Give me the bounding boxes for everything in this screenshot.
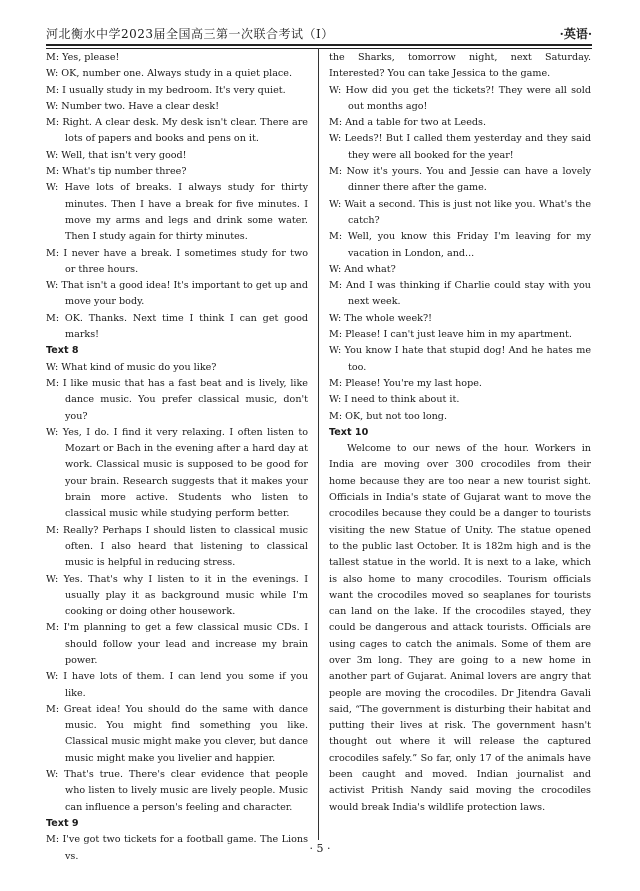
dialogue-line: M: Really? Perhaps I should listen to classical music often. I also heard that listening to classical music is helpful in reducing stress. [46,524,308,569]
dialogue-line: M: I like music that has a fast beat and is lively, like dance music. You prefer classical music, don't you? [46,377,308,422]
dialogue-line: W: Number two. Have a clear desk! [46,100,220,112]
page-number: · 5 · [309,842,331,855]
dialogue-line: M: Yes, please! [46,52,120,63]
dialogue-line: M: OK. Thanks. Next time I think I can get good marks! [46,312,308,341]
dialogue-line: M: Now it's yours. You and Jessie can have a lovely dinner there after the game. [329,166,591,194]
dialogue-line: W: That's true. There's clear evidence that people who listen to lively music are lively people. Music can influence a person's feeling and character. [46,769,308,813]
dialogue-line: M: I never have a break. I sometimes study for two or three hours. [46,247,308,275]
dialogue-line: M: I'm planning to get a few classical music CDs. I should follow your lead and increase my brain power. [46,622,308,666]
dialogue-line: W: I have lots of them. I can lend you some if you like. [46,671,308,699]
dialogue-line: W: Yes, I do. I find it very relaxing. I often listen to Mozart or Bach in the evening after a hard day at work. Classical music is supposed to be good for your brain. Research suggests that it makes your brain more active. Students who listen to classical music while studying perform better. [46,426,308,520]
page-header [46,20,592,46]
dialogue-line: W: How did you get the tickets?! They were all sold out months ago! [329,84,591,112]
section-heading: Text 10 [329,426,369,438]
dialogue-line: M: Well, you know this Friday I'm leaving for my vacation in London, and... [329,231,591,259]
dialogue-line: W: Leeds?! But I called them yesterday and they said they were all booked for the year! [329,133,591,161]
dialogue-line: M: And a table for two at Leeds. [329,117,487,129]
dialogue-line: W: The whole week?! [329,312,432,324]
left-column [46,50,308,865]
dialogue-line: W: Wait a second. This is just not like you. What's the catch? [329,198,591,226]
dialogue-line: W: You know I hate that stupid dog! And he hates me too. [329,345,591,373]
exam-title: 河北衡水中学2023届全国高三第一次联合考试（Ⅰ） [46,27,334,41]
dialogue-line: W: Have lots of breaks. I always study for thirty minutes. Then I have a break for five minutes. I move my arms and legs and drink some water. Then I study again for thirty minutes. [46,182,308,243]
dialogue-line: W: What kind of music do you like? [46,361,217,373]
section-heading: Text 8 [46,345,79,357]
dialogue-line: M: OK, but not too long. [329,410,447,422]
passage-paragraph: Welcome to our news of the hour. Workers in India are moving over 300 crocodiles from their home because they are too near a new tourist sight. Officials in India's state of Gujarat want to move the crocodiles because they could be a danger to tourists visiting the new Statue of Unity. The statue opened to the public last October. It is 182m high and is the tallest statue in the world. It is next to a lake, which is also home to many crocodiles. Tourism officials want the crocodiles moved so seaplanes for tourists can land on the lake. If the crocodiles stayed, they could be dangerous and attack tourists. Officials are using cages to catch the animals. Some of them are over 3m long. They are going to a new home in another part of Gujarat. Animal lovers are angry that people are moving the crocodiles. Dr Jitendra Gavali said, “The government is disturbing their habitat and putting their lives at risk. The government hasn't thought out where it will release the captured crocodiles safely.” So far, only 17 of the animals have been caught and moved. Indian journalist and activist Pritish Nandy said moving the crocodiles would break India's wildlife protection laws. [329,443,591,813]
dialogue-line: W: And what? [329,263,396,275]
section-heading: Text 9 [46,817,79,829]
dialogue-line: M: Please! I can't just leave him in my apartment. [329,329,572,341]
dialogue-line: W: I need to think about it. [329,394,460,406]
dialogue-line: M: I usually study in my bedroom. It's very quiet. [46,84,286,96]
dialogue-line: W: OK, number one. Always study in a quiet place. [46,68,293,80]
dialogue-continuation: the Sharks, tomorrow night, next Saturday. Interested? You can take Jessica to the game. [329,52,591,80]
subject-label: ·英语· [559,27,592,41]
dialogue-line: M: And I was thinking if Charlie could stay with you next week. [329,280,591,308]
dialogue-line: M: Please! You're my last hope. [329,377,482,389]
dialogue-line: M: What's tip number three? [46,166,187,178]
column-divider [318,48,319,840]
dialogue-line: M: I've got two tickets for a football game. The Lions vs. [46,834,308,862]
dialogue-line: W: Well, that isn't very good! [46,149,187,161]
dialogue-line: W: Yes. That's why I listen to it in the evenings. I usually play it as background music while I'm cooking or doing other housework. [46,573,308,618]
right-column [329,50,591,816]
dialogue-line: W: That isn't a good idea! It's important to get up and move your body. [46,280,308,308]
dialogue-line: M: Great idea! You should do the same with dance music. You might find something you like. Classical music might make you clever, but dance music might make you livelier and happier. [46,703,308,764]
dialogue-line: M: Right. A clear desk. My desk isn't clear. There are lots of papers and books and pens on it. [46,117,308,145]
